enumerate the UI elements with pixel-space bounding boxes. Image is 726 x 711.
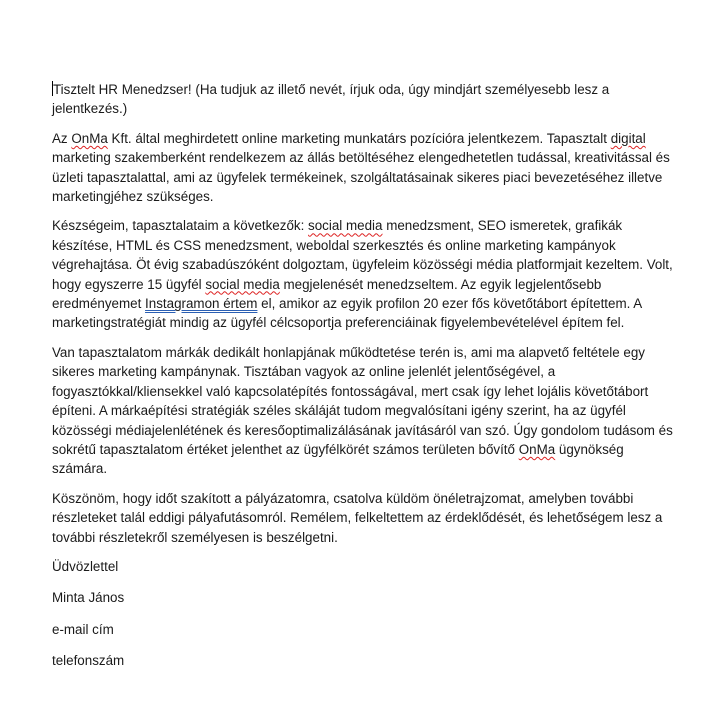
spelling-flagged-word[interactable]: digital xyxy=(610,130,646,146)
letter-body[interactable] xyxy=(52,80,682,683)
spelling-flagged-word[interactable]: OnMa xyxy=(71,130,108,146)
skills-text-1: Készségeim, tapasztalataim a következők: xyxy=(52,218,309,234)
skills-text-4: el, amikor az egyik profilon 20 ezer fős követőtábort építettem. A marketingstratégiát mindig az ügyfél célcsoportja preferenciáinak figyelembevételével építem fel. xyxy=(52,296,642,331)
experience-text-2: ügynökség számára. xyxy=(52,441,624,477)
skills-text-2: menedzsment, SEO ismeretek, grafikák készítése, HTML és CSS menedzsment, weboldal szerkesztés és online marketing kampányok végrehajtása. Öt évig szabadúszóként dolgoztam, ügyfeleim közösségi média platformjait kezeltem. Volt, hogy egyszerre 15 ügyfél xyxy=(52,218,673,292)
intro-text-3: marketing szakemberként rendelkezem az állás betöltéséhez elengedhetetlen tudással, kreativitással és üzleti tapasztalattal, ami az ügyfelek termékeinek, szolgáltatásainak sikeres piaci bevezetéséhez illetve marketingjéhez szükséges. xyxy=(52,150,670,205)
spelling-flagged-word[interactable]: social media xyxy=(308,218,383,234)
thanks-paragraph xyxy=(52,489,682,547)
signature-name: Minta János xyxy=(52,590,125,606)
greeting-text: Tisztelt HR Menedzser! (Ha tudjuk az illető nevét, írjuk oda, úgy mindjárt személyesebb lesz a jelentkezés.) xyxy=(52,82,610,117)
phone-line: telefonszám xyxy=(52,653,125,669)
spelling-flagged-word[interactable]: OnMa xyxy=(518,441,556,457)
intro-text-2: Kft. által meghirdetett online marketing munkatárs pozícióra jelentkezem. Tapasztalt xyxy=(107,130,611,146)
grammar-flagged-phrase[interactable]: Instagramon értem xyxy=(145,296,258,312)
greeting-paragraph xyxy=(52,80,682,119)
intro-paragraph xyxy=(52,129,682,207)
closing-line: Üdvözlettel xyxy=(52,558,119,574)
thanks-text: Köszönöm, hogy időt szakított a pályázatomra, csatolva küldöm önéletrajzomat, amelyben további részleteket talál eddigi pályafutásomról. Remélem, felkeltettem az érdeklődését, és lehetőségem lesz a további részletekről személyesen is beszélgetni. xyxy=(52,490,663,545)
experience-text-1: Van tapasztalatom márkák dedikált honlapjának működtetése terén is, ami ma alapvető feltétele egy sikeres marketing kampánynak. Tisztában vagyok az online jelenlét jelentőségével, a fogyasztókkal/kliensekkel való kapcsolatépítés fontosságával, mert csak így lehet lojális követőtábort építeni. A márkaépítési stratégiák széles skáláját tudom megvalósítani igény szerint, ha az ügyfél közösségi médiajelenlétének és keresőoptimalizálásának javításáról van szó. Úgy gondolom tudásom és sokrétű tapasztalatom értéket jelenthet az ügyfélkörét számos területen bővítő xyxy=(52,344,673,457)
skills-paragraph xyxy=(52,216,682,332)
intro-text-1: Az xyxy=(52,130,72,146)
experience-paragraph xyxy=(52,343,682,479)
skills-text-3: megjelenését menedzseltem. Az egyik legjelentősebb eredményemet xyxy=(52,276,602,312)
spelling-flagged-word[interactable]: social media xyxy=(205,276,280,292)
email-line: e-mail cím xyxy=(52,621,114,637)
